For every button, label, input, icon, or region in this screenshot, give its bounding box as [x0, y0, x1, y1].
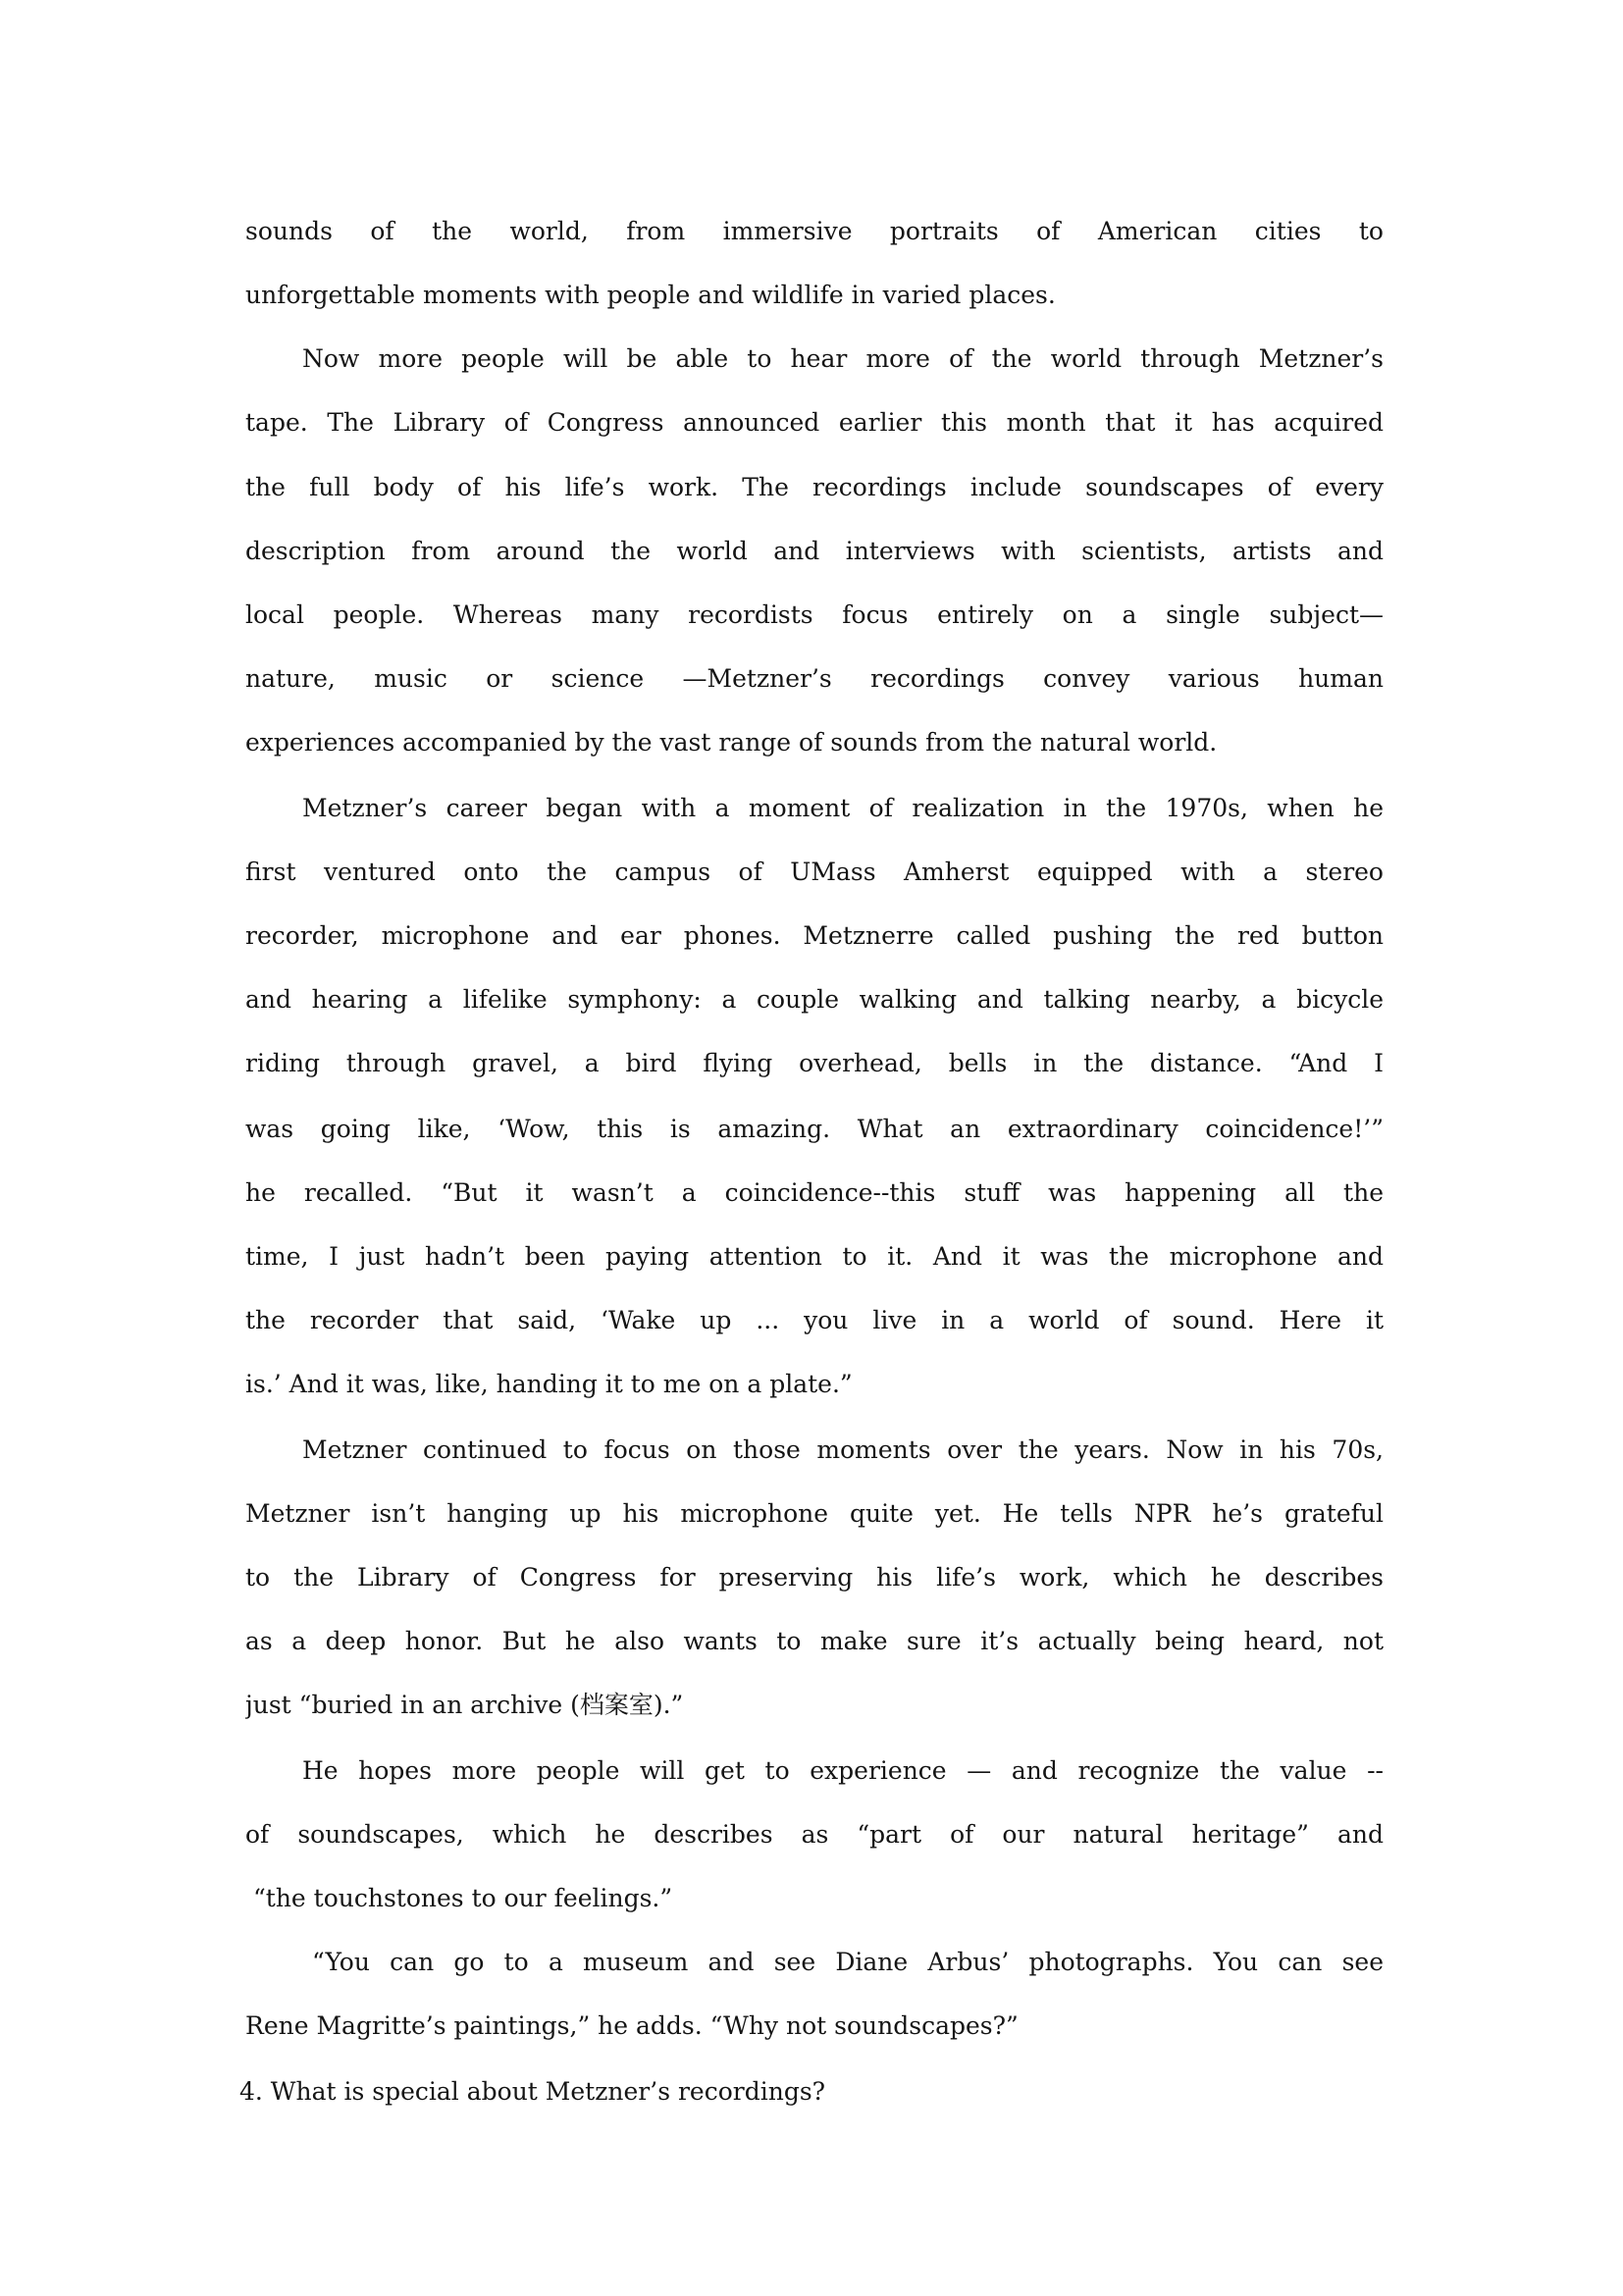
- paragraph-line: he recalled. “But it wasn’t a coincidence--this stuff was happening all the: [245, 1178, 1384, 1207]
- paragraph-line: sounds of the world, from immersive portraits of American cities to: [245, 217, 1384, 245]
- paragraph-line: the full body of his life’s work. The recordings include soundscapes of every: [245, 473, 1384, 501]
- paragraph-line: description from around the world and interviews with scientists, artists and: [245, 537, 1384, 565]
- paragraph-line: Metzner continued to focus on those moments over the years. Now in his 70s,: [302, 1435, 1384, 1464]
- paragraph-line: first ventured onto the campus of UMass Amherst equipped with a stereo: [245, 858, 1384, 886]
- paragraph-line: local people. Whereas many recordists focus entirely on a single subject—: [245, 600, 1384, 629]
- paragraph-line: tape. The Library of Congress announced earlier this month that it has acquired: [245, 408, 1384, 437]
- paragraph-line: was going like, ‘Wow, this is amazing. What an extraordinary coincidence!’”: [245, 1115, 1384, 1143]
- paragraph-line: Rene Magritte’s paintings,” he adds. “Why not soundscapes?”: [245, 2011, 1019, 2040]
- paragraph-line: of soundscapes, which he describes as “part of our natural heritage” and: [245, 1820, 1384, 1849]
- paragraph-line: to the Library of Congress for preserving his life’s work, which he describes: [245, 1563, 1384, 1592]
- paragraph-line: riding through gravel, a bird flying overhead, bells in the distance. “And I: [245, 1049, 1384, 1077]
- paragraph-line: He hopes more people will get to experience — and recognize the value --: [302, 1756, 1384, 1785]
- paragraph-line: the recorder that said, ‘Wake up ... you live in a world of sound. Here it: [245, 1306, 1384, 1334]
- paragraph-line: and hearing a lifelike symphony: a couple walking and talking nearby, a bicycle: [245, 985, 1384, 1014]
- paragraph-line: is.’ And it was, like, handing it to me on a plate.”: [245, 1370, 853, 1398]
- paragraph-line: time, I just hadn’t been paying attention to it. And it was the microphone and: [245, 1242, 1384, 1271]
- paragraph-line: unforgettable moments with people and wildlife in varied places.: [245, 281, 1056, 309]
- paragraph-line: Metzner isn’t hanging up his microphone quite yet. He tells NPR he’s grateful: [245, 1499, 1384, 1528]
- paragraph-line: nature, music or science —Metzner’s recordings convey various human: [245, 664, 1384, 693]
- paragraph-line: Now more people will be able to hear more of the world through Metzner’s: [302, 344, 1384, 373]
- paragraph-line: experiences accompanied by the vast range of sounds from the natural world.: [245, 728, 1218, 757]
- paragraph-line: “the touchstones to our feelings.”: [253, 1884, 673, 1912]
- paragraph-line: “You can go to a museum and see Diane Arbus’ photographs. You can see: [312, 1948, 1384, 1976]
- paragraph-line: Metzner’s career began with a moment of realization in the 1970s, when he: [302, 794, 1384, 822]
- paragraph-line: recorder, microphone and ear phones. Metznerre called pushing the red button: [245, 921, 1384, 950]
- paragraph-line: as a deep honor. But he also wants to make sure it’s actually being heard, not: [245, 1627, 1384, 1655]
- paragraph-line: just “buried in an archive (档案室).”: [245, 1691, 684, 1719]
- question-text: 4. What is special about Metzner’s recordings?: [239, 2077, 826, 2106]
